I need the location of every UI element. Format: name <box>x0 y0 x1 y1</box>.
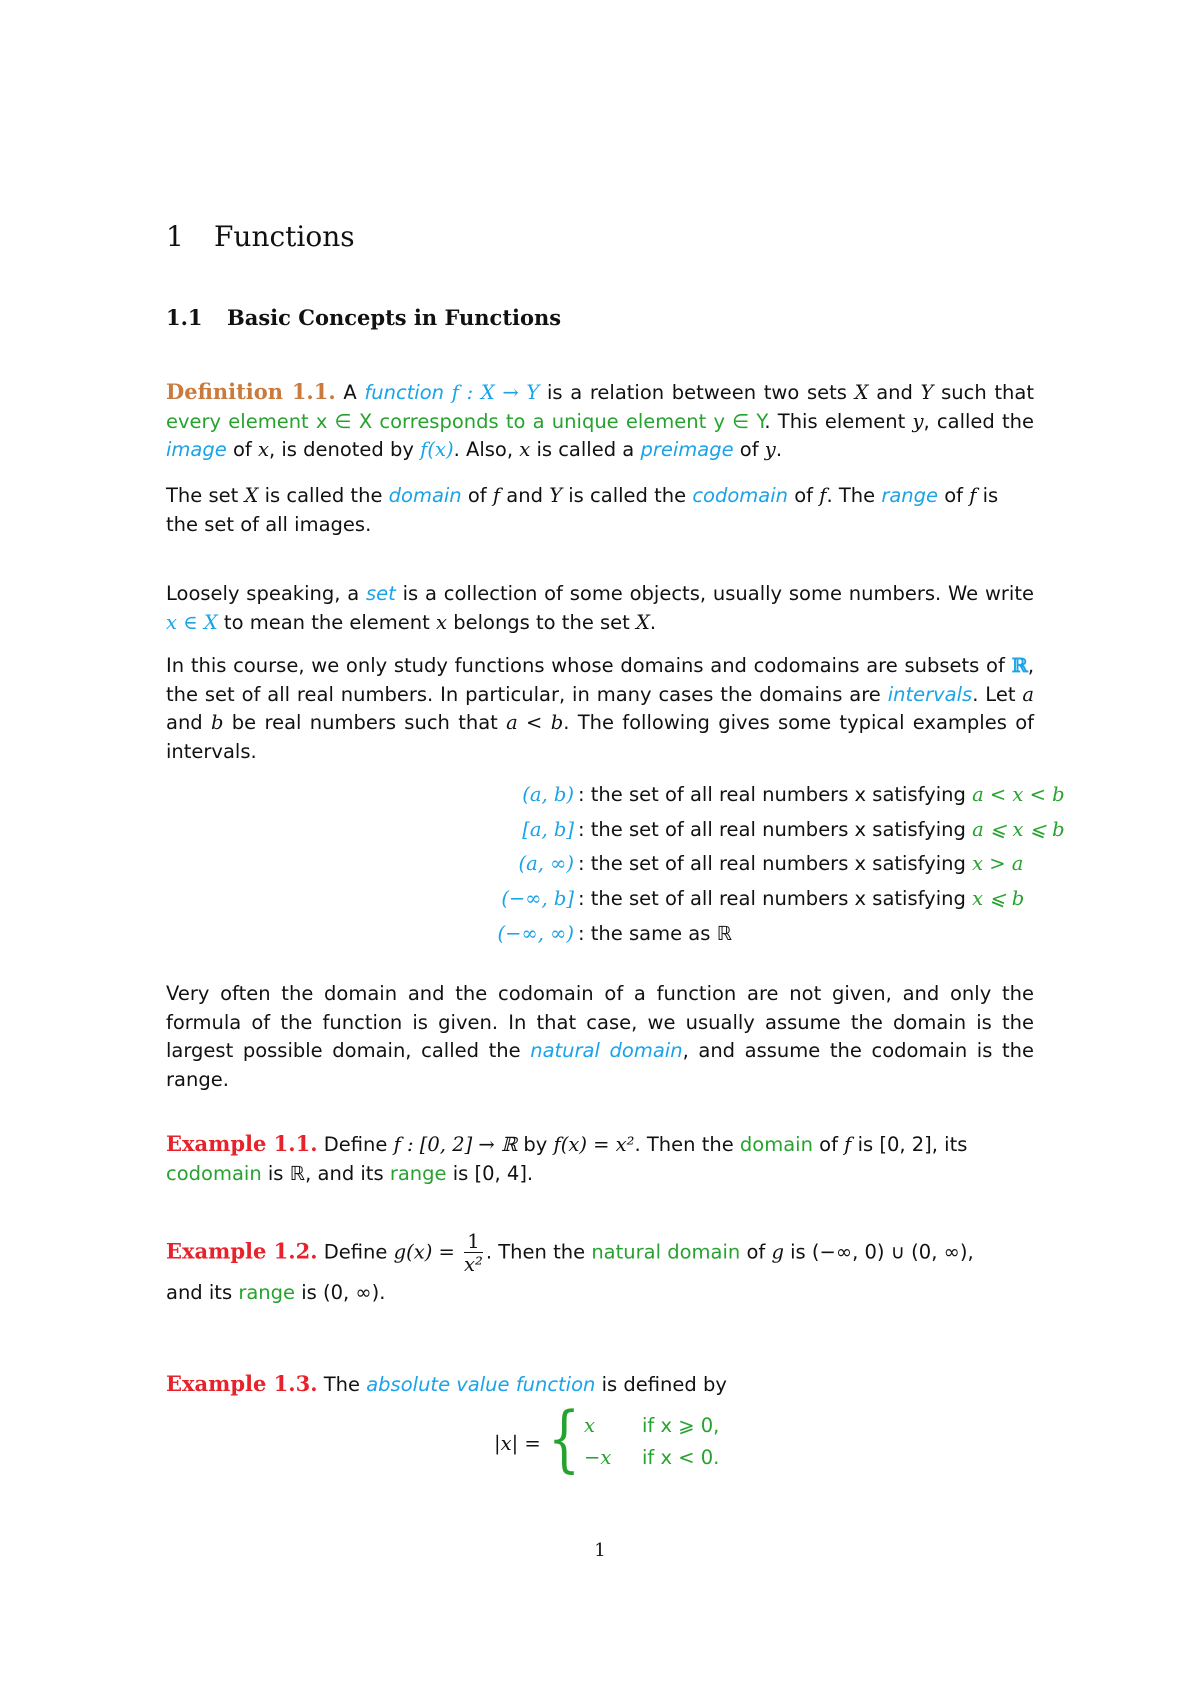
subsection-title-text: Basic Concepts in Functions <box>227 305 562 330</box>
term-intervals: intervals <box>887 682 973 706</box>
section-title <box>166 220 355 253</box>
interval-condition: a ⩽ x ⩽ b <box>972 818 1065 841</box>
interval-condition: a < x < b <box>972 783 1065 806</box>
term-range: range <box>881 484 939 507</box>
course-paragraph: In this course, we only study functions whose domains and codomains are subsets of ℝ, the set of all real numbers. In particular, in many cases the domains are intervals. Let a and b be real numbers such that a < b. The following gives some typical examples of intervals. <box>166 654 1035 763</box>
abs-lhs: |x| = <box>494 1432 541 1455</box>
section-number: 1 <box>166 220 184 253</box>
interval-condition: x ⩽ b <box>972 887 1025 910</box>
fx-notation: f(x) <box>420 438 454 461</box>
term-natural-domain: natural domain <box>530 1039 683 1062</box>
example-2-label: Example 1.2. <box>166 1238 318 1264</box>
interval-notation: (−∞, ∞) <box>497 922 574 945</box>
interval-row <box>166 818 1065 848</box>
term-codomain: codomain <box>692 484 789 507</box>
subsection-title <box>166 305 561 330</box>
term-function: function <box>364 381 445 404</box>
example-1-label: Example 1.1. <box>166 1131 318 1156</box>
interval-notation: [a, b] <box>522 818 574 841</box>
interval-description: : the set of all real numbers x satisfying <box>578 783 966 806</box>
definition-label: Definition 1.1. <box>166 379 336 404</box>
interval-description: : the set of all real numbers x satisfying <box>578 887 966 910</box>
example-2: Example 1.2. Define g(x) = $\frac{1}{\text{x²}}$ . Then the natural domain of g is (−∞, 0) ∪ (0, ∞), and its range is (0, ∞). <box>166 1230 974 1304</box>
function-signature: f : X → Y <box>451 381 540 404</box>
page-number: 1 <box>594 1540 606 1561</box>
cases-brace: { <box>548 1396 581 1480</box>
document-page: 1 Functions 1.1 Basic Concepts in Functions Definition 1.1. A function f : X → Y is a relation between two sets X and Y such that every element x ∈ X corresponds to a unique element y ∈ Y. This element y, called the image of x, is denoted by f(x). Also, x is called a preimage of y. The set X is called the domain of f and Y is called the codomain of f. The range of f is the set of all images. Loosely speaking, a set is a collection of some objects, usually some numbers. We write x ∈ X to mean the element x belongs to the set X. In this course, we only study functions whose domains and codomains are subsets of ℝ, the set of all real numbers. In particular, in many cases the domains are intervals. Let a and b be real numbers such that a < b. The following gives some typical examples of intervals. (a, b) : the set of all real numbers x satisfying a < x < b [a, b] : the set of all real numbers x satisfying a ⩽ x ⩽ b (a, ∞) : the set of all real numbers x satisfying x > a (−∞, b] : the set of all real numbers x satisfying x ⩽ b (−∞, ∞) : the same as ℝ Very often the domain and the codomain of a function are not given, and only the formula of the function is given. In that case, we usually assume the domain is the largest possible domain, called the natural domain, and assume the codomain is the range. Example 1.1. Define f : [0, 2] → ℝ by f(x) = x². Then the domain of f is [0, 2], its codomain is ℝ, and its range is [0, 4]. Example 1.2. Define g(x) = $\frac{1}{\text{x²}}$ . Then the natural domain of g is (−∞, 0) ∪ (0, ∞), and its range is (0, ∞). Example 1.3. The absolute value function is defined by |x| = { x if x ⩾ 0, −x if x < 0. 1 <box>0 0 1200 1696</box>
interval-condition: x > a <box>972 852 1024 875</box>
example-1: Example 1.1. Define f : [0, 2] → ℝ by f(x) = x². Then the domain of f is [0, 2], its codomain is ℝ, and its range is [0, 4]. <box>166 1131 968 1185</box>
membership-notation: x ∈ X <box>166 610 218 634</box>
term-set: set <box>366 582 396 605</box>
interval-notation: (a, b) <box>522 783 574 806</box>
interval-notation: (a, ∞) <box>518 852 574 875</box>
definition-highlight: every element x ∈ X corresponds to a unique element y ∈ Y <box>166 409 765 433</box>
section-title-text: Functions <box>214 220 355 253</box>
term-image: image <box>166 438 227 461</box>
set-paragraph: Loosely speaking, a set is a collection of some objects, usually some numbers. We write x ∈ X to mean the element x belongs to the set X. <box>166 582 1034 634</box>
term-absolute-value: absolute value function <box>366 1373 596 1396</box>
domain-paragraph: The set X is called the domain of f and Y is called the codomain of f. The range of f is the set of all images. <box>166 484 999 536</box>
term-preimage: preimage <box>640 438 734 461</box>
example-3: Example 1.3. The absolute value function is defined by <box>166 1371 727 1396</box>
interval-notation: (−∞, b] <box>501 887 574 910</box>
interval-row <box>166 783 1065 813</box>
interval-description: : the same as ℝ <box>578 922 733 945</box>
interval-row <box>166 852 1034 882</box>
subsection-number: 1.1 <box>166 305 203 330</box>
fraction: $\frac{1}{\text{x²}}$ <box>464 1230 483 1276</box>
interval-row <box>166 922 1034 952</box>
interval-row <box>166 887 1034 917</box>
definition-block: Definition 1.1. A function f : X → Y is a relation between two sets X and Y such that every element x ∈ X corresponds to a unique element y ∈ Y. This element y, called the image of x, is denoted by f(x). Also, x is called a preimage of y. <box>166 379 1034 461</box>
example-3-label: Example 1.3. <box>166 1371 318 1396</box>
term-domain: domain <box>388 484 462 507</box>
interval-description: : the set of all real numbers x satisfying <box>578 852 966 875</box>
natural-domain-paragraph: Very often the domain and the codomain of a function are not given, and only the formula of the function is given. In that case, we usually assume the domain is the largest possible domain, called the natural domain, and assume the codomain is the range. <box>166 982 1034 1091</box>
interval-description: : the set of all real numbers x satisfying <box>578 818 966 841</box>
reals-symbol: ℝ <box>1011 654 1028 677</box>
